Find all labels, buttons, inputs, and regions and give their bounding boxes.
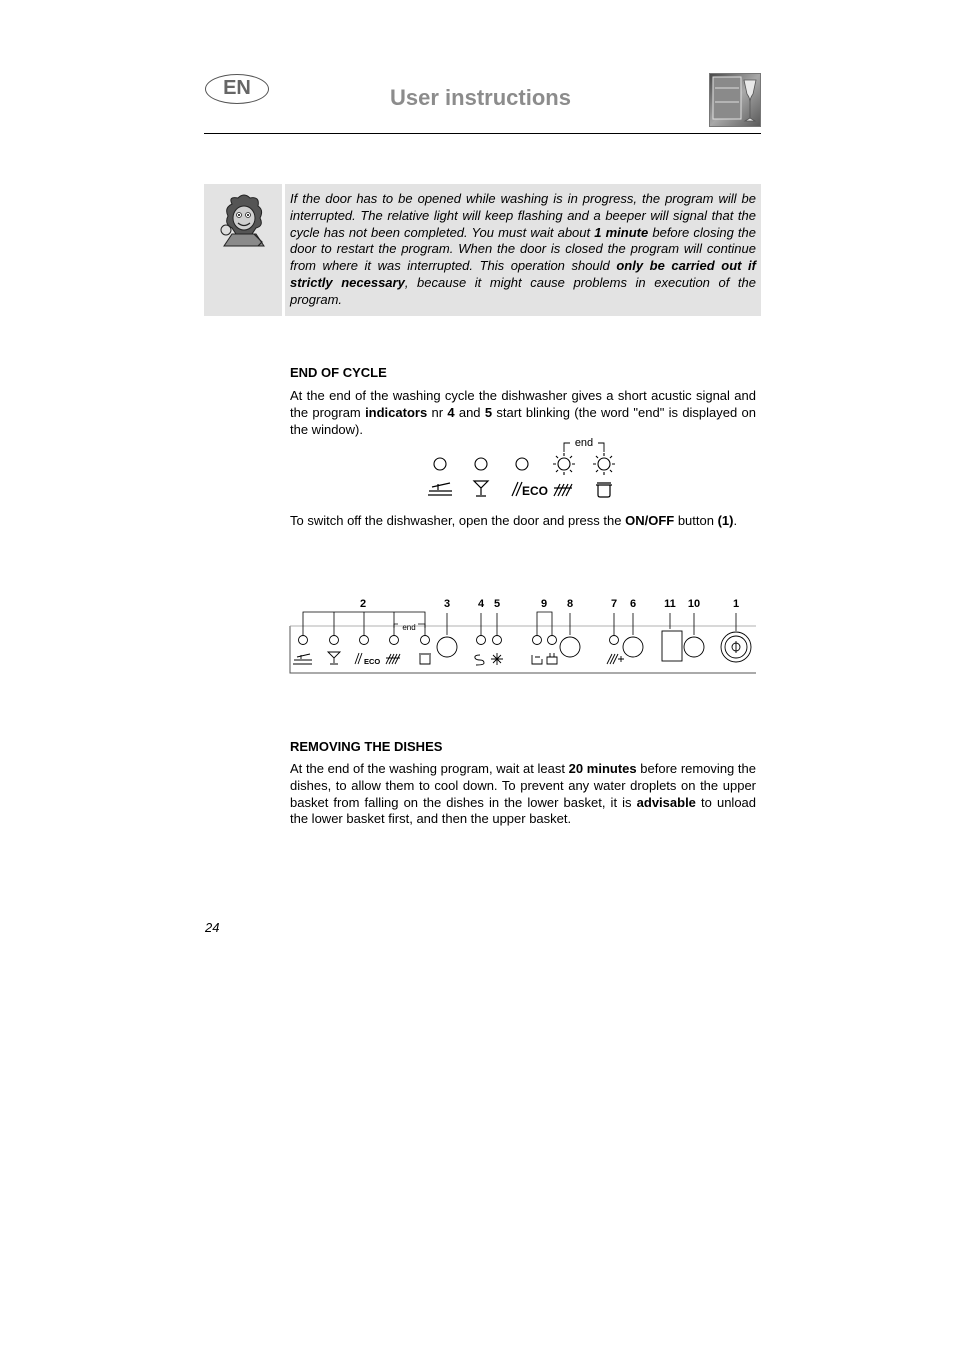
half-load-button[interactable]: [560, 637, 580, 657]
text-run: start blinking (the word "end" is displayed on the window).: [290, 404, 756, 437]
label-10: 10: [687, 598, 701, 610]
label-7: 7: [610, 598, 618, 610]
end-of-cycle-paragraph: [290, 388, 756, 438]
text-run: before removing the dishes, to allow them to cool down. To prevent any water droplets on the upper basket from falling on the dishes in the lower basket, it is: [290, 761, 757, 810]
panel-led-eco: [360, 636, 369, 645]
emphasized-text: 1 minute: [594, 224, 649, 240]
panel-pot-icon: [419, 654, 431, 664]
emphasized-text: 4: [447, 404, 455, 420]
page-title: User instructions: [390, 85, 571, 110]
text-run: and: [454, 404, 485, 420]
text-run: button: [674, 513, 718, 528]
removing-dishes-paragraph: [290, 761, 756, 828]
on-off-button[interactable]: [721, 632, 751, 662]
blinking-led-4: [553, 453, 575, 475]
panel-lower-basket-icon: [532, 655, 542, 664]
panel-led-intensive: [390, 636, 399, 645]
warning-note-text: [290, 191, 756, 309]
panel-option-icon: [607, 654, 624, 664]
panel-led-rinse-aid: [493, 636, 502, 645]
panel-led-half-load-1: [533, 636, 542, 645]
text-run: At the end of the washing program, wait at least: [290, 761, 569, 776]
label-6: 6: [629, 598, 637, 610]
eco-icon: [512, 482, 548, 498]
panel-led-glass: [330, 636, 339, 645]
emphasized-text: 5: [484, 404, 493, 420]
label-9: 9: [540, 598, 548, 610]
panel-salt-icon: [475, 655, 484, 665]
label-3: 3: [443, 598, 451, 610]
text-run: To switch off the dishwasher, open the door and press the: [290, 513, 626, 528]
delay-button[interactable]: [684, 637, 704, 657]
end-label: end: [574, 437, 594, 449]
page-number: 24: [205, 920, 220, 935]
text-run: .: [733, 513, 738, 528]
prewash-icon: [428, 483, 452, 495]
text-run: At the end of the washing cycle the dishwasher gives a short acustic signal and the program: [290, 388, 756, 420]
text-run: , because it might cause problems in execution of the program.: [290, 274, 756, 307]
header-divider: [204, 133, 761, 134]
label-5: 5: [493, 598, 501, 610]
text-run: to unload the lower basket first, and then the upper basket.: [290, 794, 757, 827]
emphasized-text: advisable: [636, 794, 696, 810]
option-button[interactable]: [623, 637, 643, 657]
text-run: before closing the door to restart the program. When the door is closed the program will continue from where it was interrupted. This operation should: [290, 224, 756, 274]
panel-intensive-icon: [386, 654, 400, 664]
dishwasher-glass-icon: [709, 73, 761, 127]
emphasized-text: indicators: [365, 404, 428, 420]
label-11: 11: [664, 598, 676, 610]
panel-led-half-load-2: [548, 636, 557, 645]
panel-led-option: [610, 636, 619, 645]
panel-led-pot: [421, 636, 430, 645]
display-window: [662, 631, 682, 661]
label-2: 2: [359, 598, 367, 610]
emphasized-text: 20 minutes: [568, 761, 637, 776]
label-8: 8: [566, 598, 574, 610]
emphasized-text: (1): [717, 513, 734, 528]
cartoon-character-icon: [218, 194, 270, 252]
text-run: If the door has to be opened while washing is in progress, the program will be interrupted. The relative light will keep flashing and a beeper will signal that the cycle has not been completed. You must wait about: [290, 191, 756, 240]
panel-end-label: end: [402, 623, 416, 632]
led-1: [434, 458, 446, 470]
emphasized-text: ON/OFF: [625, 513, 675, 528]
svg-text:ECO: ECO: [522, 484, 549, 498]
led-3: [516, 458, 528, 470]
label-4: 4: [477, 598, 485, 610]
emphasized-text: only be carried out if strictly necessary: [290, 258, 756, 290]
text-run: nr: [427, 404, 448, 420]
end-of-cycle-heading: END OF CYCLE: [290, 365, 387, 380]
program-button[interactable]: [437, 637, 457, 657]
removing-dishes-heading: REMOVING THE DISHES: [290, 739, 443, 754]
pot-icon: [596, 483, 612, 497]
panel-upper-basket-icon: [547, 653, 557, 664]
panel-eco-text: ECO: [364, 657, 381, 666]
panel-led-prewash: [299, 636, 308, 645]
language-badge: EN: [205, 74, 269, 104]
panel-eco-icon: [355, 653, 362, 664]
label-1: 1: [732, 598, 740, 610]
end-indicators-figure: [424, 436, 624, 507]
control-panel-diagram: [288, 593, 758, 682]
glass-icon: [474, 481, 488, 496]
panel-prewash-icon: [293, 654, 312, 664]
blinking-led-5: [593, 453, 615, 475]
panel-glass-icon: [328, 652, 340, 664]
panel-led-salt: [477, 636, 486, 645]
intensive-icon: [554, 484, 572, 496]
switch-off-paragraph: [290, 513, 756, 530]
led-2: [475, 458, 487, 470]
panel-rinse-aid-icon: [491, 653, 503, 665]
note-icon-cell: [204, 184, 282, 316]
